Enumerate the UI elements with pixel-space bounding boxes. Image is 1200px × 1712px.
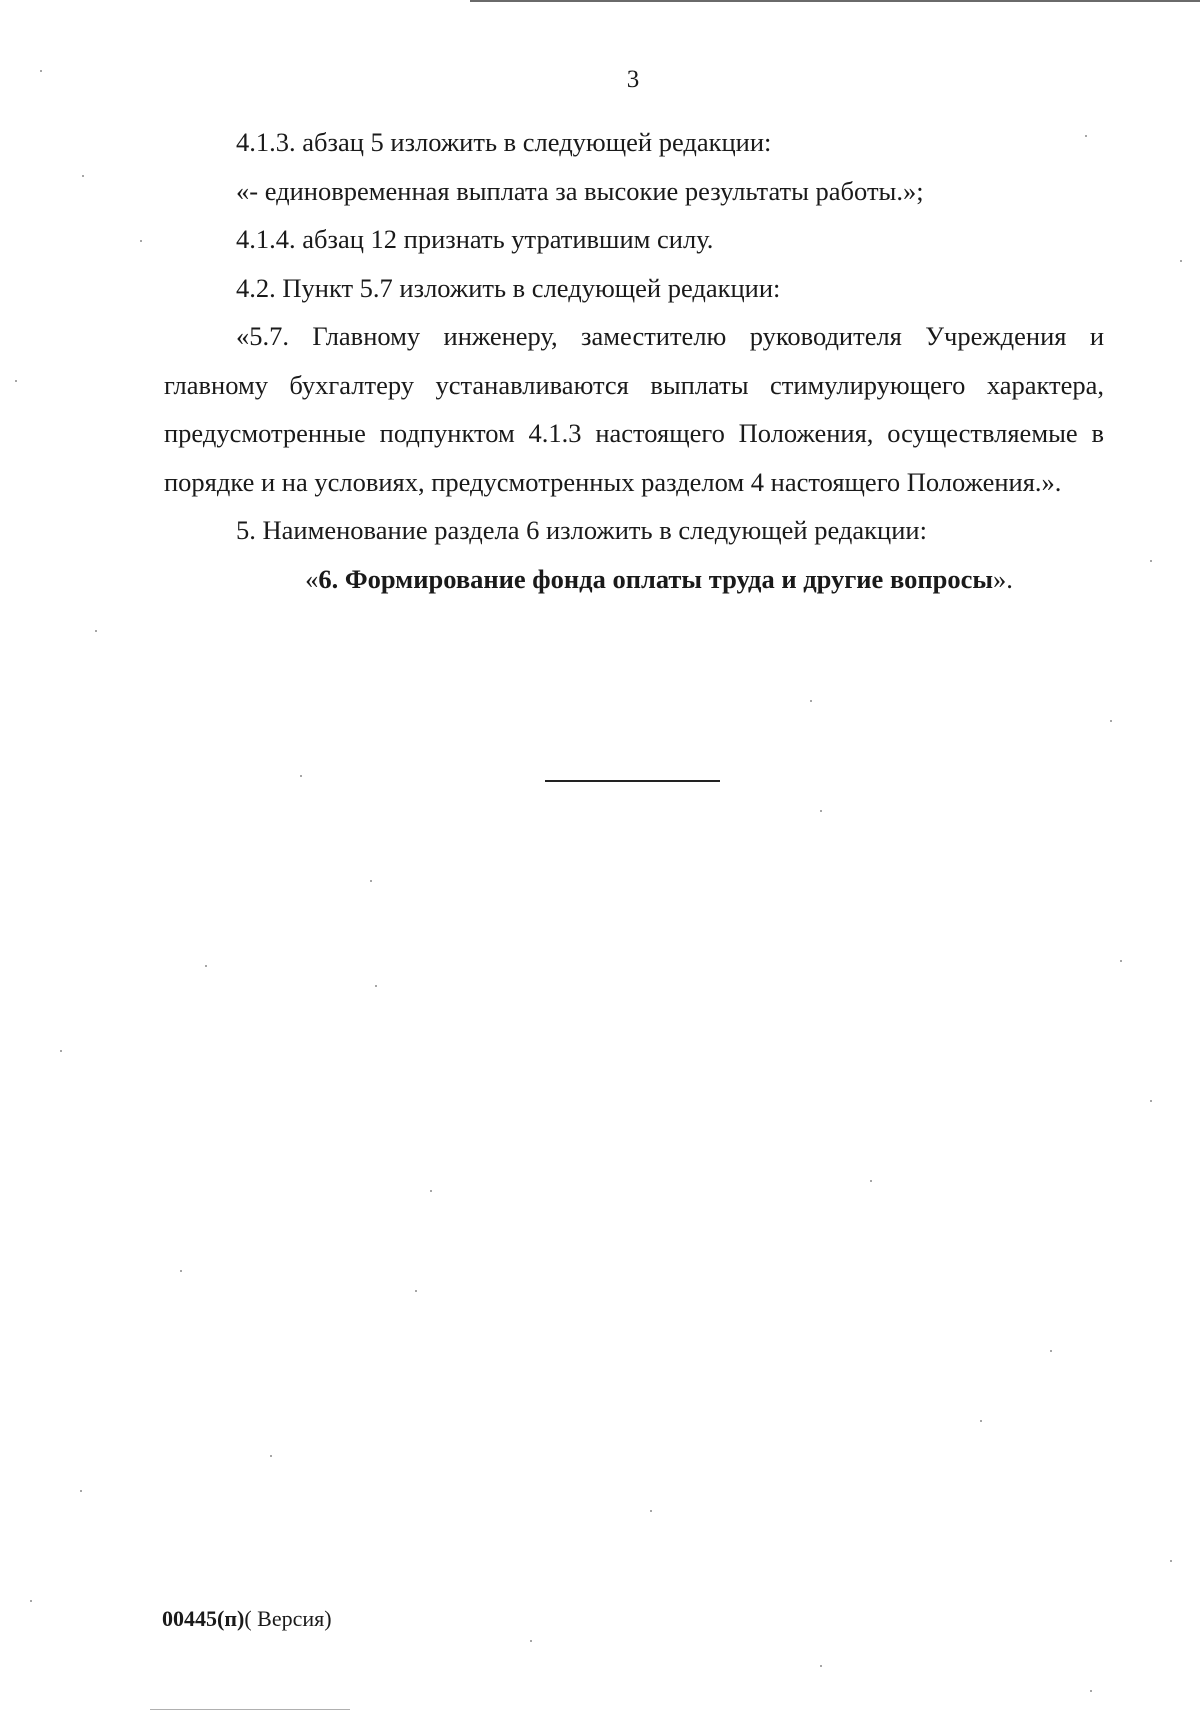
paragraph-4-1-3-quote: «- единовременная выплата за высокие результаты работы.»; — [236, 175, 924, 206]
heading-open-quote: « — [305, 563, 319, 594]
end-separator-line — [545, 780, 720, 782]
paragraph-4-2: 4.2. Пункт 5.7 изложить в следующей редакции: — [236, 272, 781, 303]
paragraph-5-7-quote: «5.7. Главному инженеру, заместителю руководителя Учреждения и главному бухгалтеру устанавливаются выплаты стимулирующего характера, предусмотренные подпунктом 4.1.3 настоящего Положения, осуществляемые в порядке и на условиях, предусмотренных разделом 4 настоящего Положения.». — [164, 321, 1104, 497]
footer — [162, 1606, 332, 1632]
section-6-heading — [164, 555, 1104, 604]
heading-close-quote: ». — [993, 563, 1013, 594]
scan-bottom-edge-line — [150, 1709, 350, 1710]
paragraph-5: 5. Наименование раздела 6 изложить в следующей редакции: — [236, 515, 927, 545]
document-body — [164, 118, 1104, 603]
paragraph-4-1-3: 4.1.3. абзац 5 изложить в следующей редакции: — [236, 127, 772, 157]
heading-text: 6. Формирование фонда оплаты труда и другие вопросы — [318, 563, 994, 594]
document-version: ( Версия) — [244, 1606, 332, 1631]
scan-top-edge-line — [470, 0, 1200, 2]
paragraph-4-1-4: 4.1.4. абзац 12 признать утратившим силу. — [236, 224, 714, 254]
document-code: 00445(п) — [162, 1606, 245, 1631]
page-number: 3 — [626, 66, 640, 93]
